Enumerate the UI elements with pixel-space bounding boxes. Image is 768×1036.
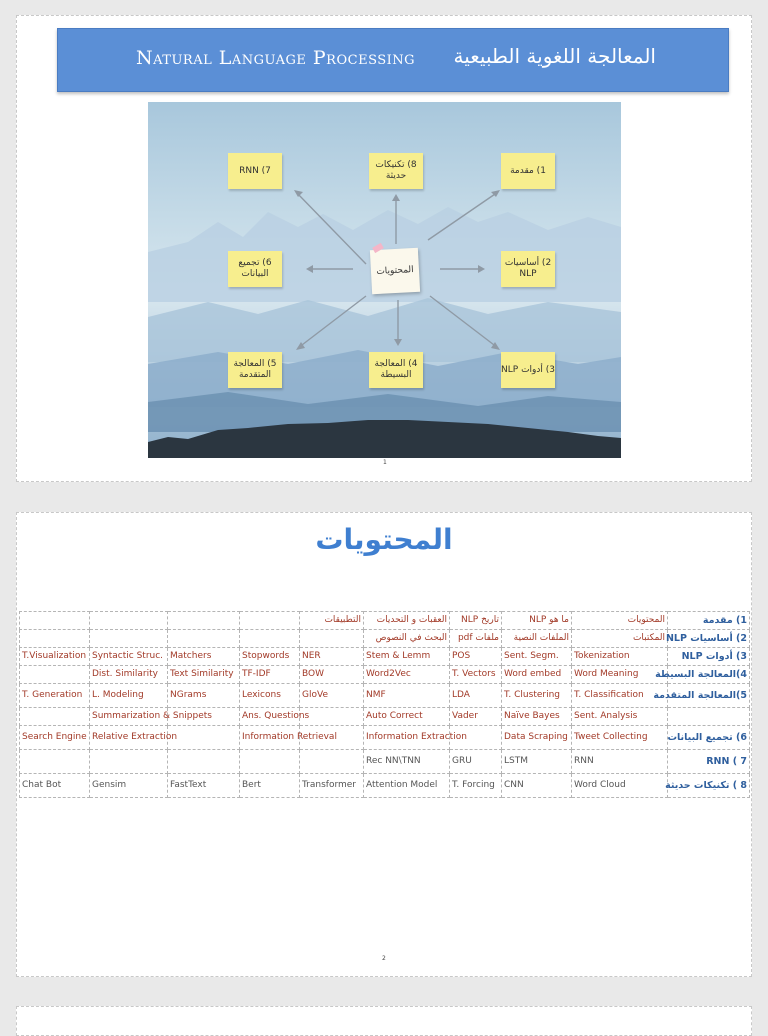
table-cell: Information Extraction	[364, 726, 450, 750]
table-cell: Relative Extraction	[90, 726, 168, 750]
table-cell: Text Similarity	[168, 666, 240, 684]
table-cell: Search Engine	[20, 726, 90, 750]
table-row	[20, 774, 750, 798]
table-cell: NMF	[364, 684, 450, 708]
section-heading-cell: 4)المعالجة البسيطة	[668, 666, 750, 684]
table-cell: Tweet Collecting	[572, 726, 668, 750]
table-cell: Vader	[450, 708, 502, 726]
note-nlp-basics[interactable]: 2) أساسيات NLP	[501, 251, 555, 287]
page-number: 1	[383, 459, 387, 466]
table-row	[20, 648, 750, 666]
table-cell: Ans. Questions	[240, 708, 300, 726]
table-row	[20, 708, 750, 726]
table-cell	[20, 708, 90, 726]
table-cell	[20, 612, 90, 630]
table-cell	[300, 708, 364, 726]
table-cell: NER	[300, 648, 364, 666]
table-cell: T. Classification	[572, 684, 668, 708]
table-cell: T. Forcing	[450, 774, 502, 798]
table-cell	[300, 630, 364, 648]
table-cell: LDA	[450, 684, 502, 708]
table-cell: Word embed	[502, 666, 572, 684]
table-cell	[90, 612, 168, 630]
note-rnn[interactable]: RNN (7	[228, 153, 282, 189]
table-cell: المكتبات	[572, 630, 668, 648]
note-contents-center[interactable]: المحتويات	[370, 248, 420, 294]
table-cell: Bert	[240, 774, 300, 798]
contents-table	[19, 611, 750, 798]
table-cell	[20, 750, 90, 774]
table-cell: Chat Bot	[20, 774, 90, 798]
contents-diagram	[148, 102, 621, 458]
table-row	[20, 666, 750, 684]
table-cell	[20, 666, 90, 684]
table-cell: Auto Correct	[364, 708, 450, 726]
page-number: 2	[382, 955, 386, 962]
section-heading-cell: 8 ) تكنيكات حديثة	[668, 774, 750, 798]
table-cell	[168, 750, 240, 774]
table-cell: L. Modeling	[90, 684, 168, 708]
table-cell: Naïve Bayes	[502, 708, 572, 726]
section-heading-cell: 1) مقدمة	[668, 612, 750, 630]
section-heading-cell: 6) تجميع البيانات	[668, 726, 750, 750]
note-nlp-tools[interactable]: 3) أدوات NLP	[501, 352, 555, 388]
table-row	[20, 684, 750, 708]
title-banner	[57, 28, 729, 92]
table-cell: GloVe	[300, 684, 364, 708]
table-cell	[90, 630, 168, 648]
table-cell: Data Scraping	[502, 726, 572, 750]
table-cell: Sent. Analysis	[572, 708, 668, 726]
table-row	[20, 750, 750, 774]
section-heading-cell: 3) أدوات NLP	[668, 648, 750, 666]
table-cell: Matchers	[168, 648, 240, 666]
table-cell	[168, 726, 240, 750]
section-heading-cell	[668, 708, 750, 726]
table-cell	[240, 612, 300, 630]
table-cell: BOW	[300, 666, 364, 684]
table-cell: LSTM	[502, 750, 572, 774]
table-cell: Stopwords	[240, 648, 300, 666]
table-cell: POS	[450, 648, 502, 666]
table-cell: البحث في النصوص	[364, 630, 450, 648]
table-cell: Sent. Segm.	[502, 648, 572, 666]
table-cell: NGrams	[168, 684, 240, 708]
table-cell: Attention Model	[364, 774, 450, 798]
table-cell	[20, 630, 90, 648]
note-advanced-processing[interactable]: 5) المعالجة المتقدمة	[228, 352, 282, 388]
table-cell: Lexicons	[240, 684, 300, 708]
table-row	[20, 726, 750, 750]
table-cell	[300, 750, 364, 774]
table-cell: TF-IDF	[240, 666, 300, 684]
table-cell: Syntactic Struc.	[90, 648, 168, 666]
note-simple-processing[interactable]: 4) المعالجة البسيطة	[369, 352, 423, 388]
table-cell: Dist. Similarity	[90, 666, 168, 684]
table-cell	[90, 750, 168, 774]
title-arabic: المعالجة اللغوية الطبيعية	[453, 44, 656, 68]
table-cell: Information Retrieval	[240, 726, 300, 750]
table-cell: T. Clustering	[502, 684, 572, 708]
table-cell	[240, 630, 300, 648]
note-introduction[interactable]: 1) مقدمة	[501, 153, 555, 189]
table-cell: Word Cloud	[572, 774, 668, 798]
note-data-collection[interactable]: 6) تجميع البيانات	[228, 251, 282, 287]
table-cell: GRU	[450, 750, 502, 774]
title-english: Natural Language Processing	[136, 47, 416, 69]
table-cell: المحتويات	[572, 612, 668, 630]
table-row	[20, 630, 750, 648]
table-cell: تاريخ NLP	[450, 612, 502, 630]
table-cell: RNN	[572, 750, 668, 774]
table-cell: Stem & Lemm	[364, 648, 450, 666]
table-cell: T.Visualization	[20, 648, 90, 666]
table-cell: ملفات pdf	[450, 630, 502, 648]
table-cell: CNN	[502, 774, 572, 798]
table-cell: ما هو NLP	[502, 612, 572, 630]
table-cell: الملفات النصية	[502, 630, 572, 648]
table-cell	[168, 630, 240, 648]
contents-title: المحتويات	[315, 523, 453, 556]
table-cell: العقبات و التحديات	[364, 612, 450, 630]
table-row	[20, 612, 750, 630]
note-modern-techniques[interactable]: 8) تكنيكات حديثة	[369, 153, 423, 189]
section-heading-cell: 2) أساسيات NLP	[668, 630, 750, 648]
table-cell: Transformer	[300, 774, 364, 798]
table-cell: T. Generation	[20, 684, 90, 708]
table-cell: Word2Vec	[364, 666, 450, 684]
table-cell: Tokenization	[572, 648, 668, 666]
section-heading-cell: 5)المعالجة المتقدمة	[668, 684, 750, 708]
table-cell	[168, 612, 240, 630]
table-cell: Rec NN\TNN	[364, 750, 450, 774]
slide-page-1	[16, 15, 752, 482]
table-cell	[240, 750, 300, 774]
table-cell: Gensim	[90, 774, 168, 798]
table-cell: Summarization & Snippets	[90, 708, 168, 726]
table-cell: FastText	[168, 774, 240, 798]
table-cell: التطبيقات	[300, 612, 364, 630]
slide-page-2	[16, 512, 752, 977]
table-cell: T. Vectors	[450, 666, 502, 684]
table-cell: Word Meaning	[572, 666, 668, 684]
section-heading-cell: RNN ( 7	[668, 750, 750, 774]
slide-page-3	[16, 1006, 752, 1036]
